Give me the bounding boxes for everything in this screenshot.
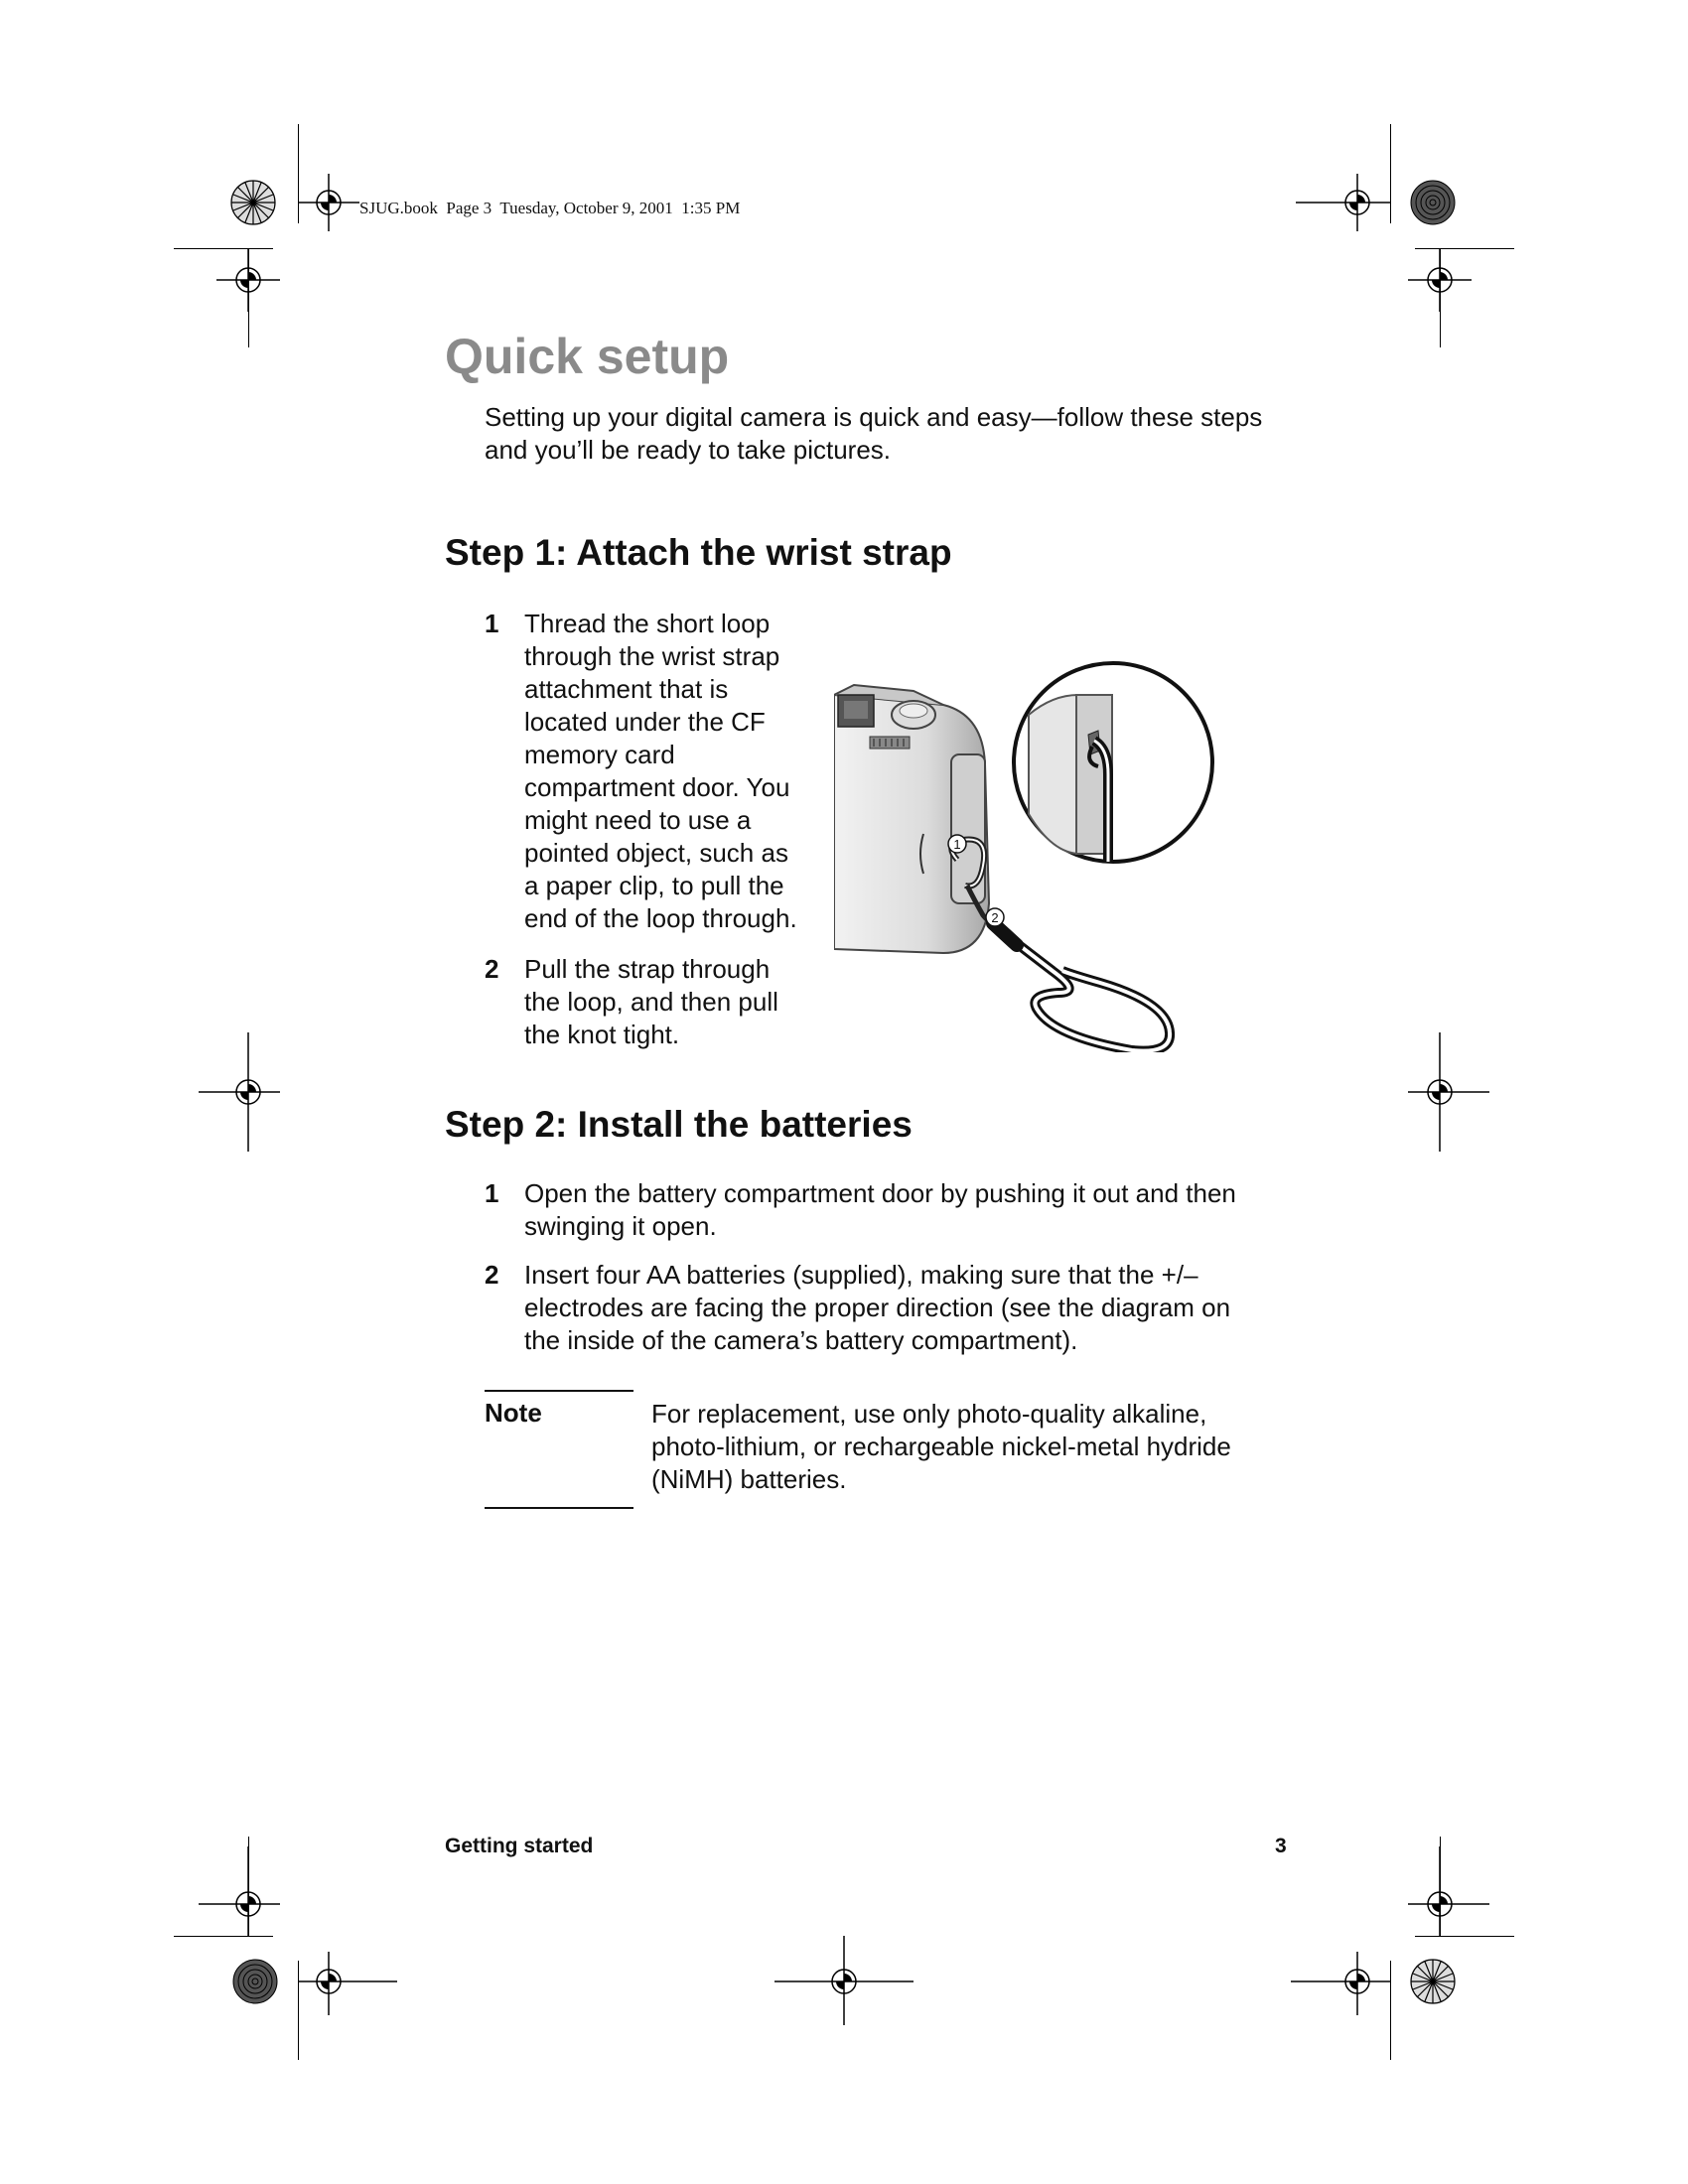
- print-slug: [359, 199, 740, 218]
- callout-marker: [986, 908, 1004, 926]
- list-item: [485, 608, 842, 945]
- item-text: Open the battery compartment door by pushing it out and then swinging it open.: [524, 1178, 1236, 1241]
- note-bottom-rule: [485, 1507, 633, 1509]
- item-text: Thread the short loop through the wrist strap attachment that is located under the CF memory card compartment door. You might need to use a pointed object, such as a paper clip, to pull the end of the loop through.: [524, 609, 797, 933]
- note-text: For replacement, use only photo-quality alkaline, photo-lithium, or rechargeable nickel-metal hydride (NiMH) batteries.: [651, 1399, 1231, 1494]
- callout-1: 1: [953, 837, 961, 852]
- magnified-inset: [1014, 663, 1212, 862]
- item-number: 2: [485, 1260, 499, 1290]
- wrist-strap-illustration: [834, 655, 1231, 1052]
- book-file: SJUG.book: [359, 199, 438, 217]
- step2-heading: Step 2: Install the batteries: [445, 1104, 913, 1145]
- callout-marker: [948, 835, 966, 853]
- note-label: Note: [485, 1398, 542, 1428]
- step1-heading: Step 1: Attach the wrist strap: [445, 532, 952, 573]
- callout-2: 2: [991, 910, 999, 925]
- print-time: 1:35 PM: [681, 199, 741, 217]
- item-text: Insert four AA batteries (supplied), making sure that the +/– electrodes are facing the proper direction (see the diagram on the inside of the camera’s battery compartment).: [524, 1260, 1231, 1355]
- page-number: 3: [1275, 1835, 1287, 1857]
- footer-section: Getting started: [445, 1835, 594, 1857]
- item-text: Pull the strap through the loop, and then pull the knot tight.: [524, 954, 778, 1049]
- page-title: Quick setup: [445, 329, 730, 384]
- item-number: 2: [485, 954, 499, 984]
- list-item: [485, 953, 842, 1062]
- item-number: 1: [485, 1178, 499, 1208]
- page-info: Page 3: [446, 199, 492, 217]
- list-item: [485, 1177, 1319, 1247]
- item-number: 1: [485, 609, 499, 638]
- print-date: Tuesday, October 9, 2001: [499, 199, 673, 217]
- list-item: [485, 1259, 1319, 1362]
- intro-paragraph: Setting up your digital camera is quick and easy—follow these steps and you’ll be ready to take pictures.: [485, 402, 1263, 465]
- note-top-rule: [485, 1390, 633, 1392]
